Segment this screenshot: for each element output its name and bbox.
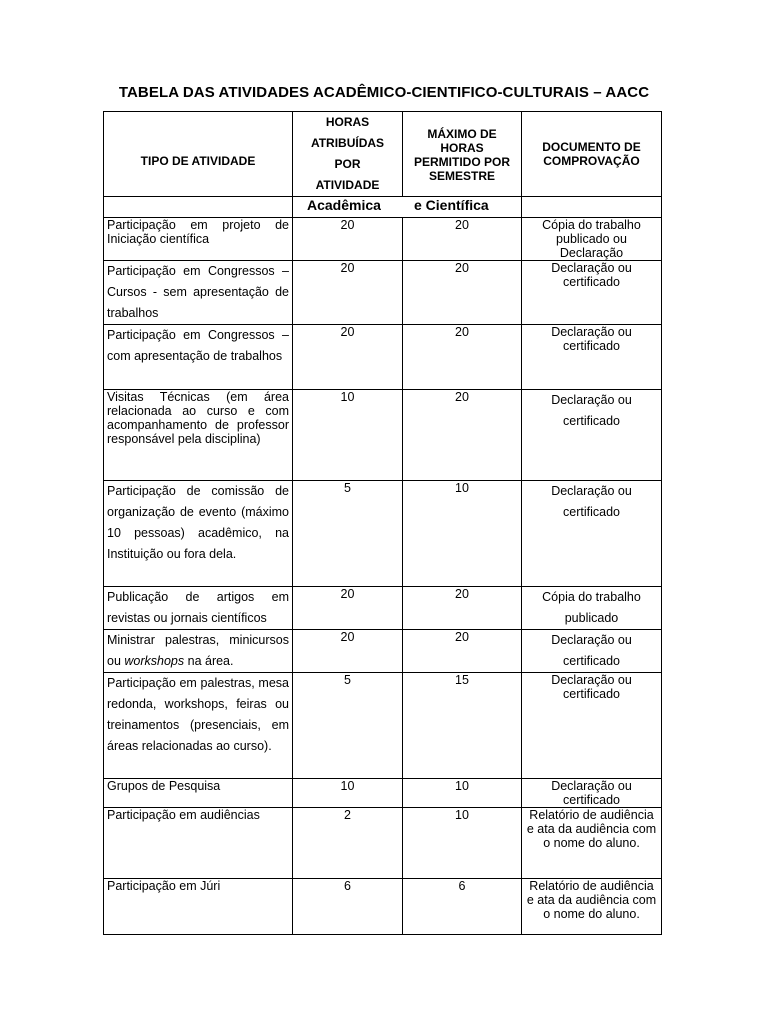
row-tipo: Participação em Júri bbox=[104, 879, 293, 935]
row-documento: Cópia do trabalho publicado ou Declaração bbox=[522, 218, 662, 261]
row-tipo: Participação em Congressos – com apresentação de trabalhos bbox=[104, 325, 293, 390]
row-tipo: Participação de comissão de organização de evento (máximo 10 pessoas) acadêmico, na Instituição ou fora dela. bbox=[104, 481, 293, 587]
row-maximo: 15 bbox=[403, 673, 522, 779]
row-documento: Declaração ou certificado bbox=[522, 390, 662, 481]
row-horas: 20 bbox=[293, 630, 403, 673]
table-row bbox=[104, 808, 662, 879]
header-row bbox=[104, 112, 662, 197]
row-horas: 5 bbox=[293, 481, 403, 587]
row-maximo: 20 bbox=[403, 325, 522, 390]
table-row bbox=[104, 673, 662, 779]
row-tipo: Participação em Congressos – Cursos - sem apresentação de trabalhos bbox=[104, 261, 293, 325]
table-row bbox=[104, 879, 662, 935]
row-horas: 20 bbox=[293, 325, 403, 390]
row-horas: 5 bbox=[293, 673, 403, 779]
row-horas: 6 bbox=[293, 879, 403, 935]
row-documento: Declaração ou certificado bbox=[522, 673, 662, 779]
row-maximo: 20 bbox=[403, 630, 522, 673]
row-tipo: Participação em palestras, mesa redonda, workshops, feiras ou treinamentos (presenciais, em áreas relacionadas ao curso). bbox=[104, 673, 293, 779]
row-documento: Relatório de audiência e ata da audiência com o nome do aluno. bbox=[522, 879, 662, 935]
row-tipo: Participação em audiências bbox=[104, 808, 293, 879]
row-maximo: 20 bbox=[403, 390, 522, 481]
table-row bbox=[104, 630, 662, 673]
section-label-right: e Científica bbox=[414, 197, 489, 213]
header-documento: DOCUMENTO DE COMPROVAÇÃO bbox=[522, 112, 662, 197]
table-row bbox=[104, 390, 662, 481]
row-documento: Cópia do trabalho publicado bbox=[522, 587, 662, 630]
row-horas: 20 bbox=[293, 218, 403, 261]
row-documento: Declaração ou certificado bbox=[522, 261, 662, 325]
row-horas: 20 bbox=[293, 587, 403, 630]
row-tipo: Grupos de Pesquisa bbox=[104, 779, 293, 808]
table-row bbox=[104, 261, 662, 325]
row-tipo: Publicação de artigos em revistas ou jornais científicos bbox=[104, 587, 293, 630]
row-tipo: Visitas Técnicas (em área relacionada ao curso e com acompanhamento de professor responsável pela disciplina) bbox=[104, 390, 293, 481]
section-row bbox=[104, 197, 662, 218]
row-maximo: 20 bbox=[403, 587, 522, 630]
row-documento: Declaração ou certificado bbox=[522, 630, 662, 673]
header-horas: HORAS ATRIBUÍDAS POR ATIVIDADE bbox=[293, 112, 403, 197]
row-tipo: Ministrar palestras, minicursos ou workshops na área. bbox=[104, 630, 293, 673]
row-horas: 10 bbox=[293, 779, 403, 808]
row-maximo: 6 bbox=[403, 879, 522, 935]
row-tipo: Participação em projeto de Iniciação científica bbox=[104, 218, 293, 261]
row-maximo: 20 bbox=[403, 218, 522, 261]
table-row bbox=[104, 325, 662, 390]
row-horas: 2 bbox=[293, 808, 403, 879]
row-maximo: 10 bbox=[403, 481, 522, 587]
header-tipo: TIPO DE ATIVIDADE bbox=[104, 112, 293, 197]
row-horas: 10 bbox=[293, 390, 403, 481]
row-documento: Declaração ou certificado bbox=[522, 481, 662, 587]
table-row bbox=[104, 481, 662, 587]
section-label-left: Acadêmica bbox=[307, 197, 381, 213]
aacc-table bbox=[103, 111, 662, 935]
table-row bbox=[104, 587, 662, 630]
table-row bbox=[104, 218, 662, 261]
row-documento: Declaração ou certificado bbox=[522, 325, 662, 390]
row-maximo: 10 bbox=[403, 779, 522, 808]
row-maximo: 10 bbox=[403, 808, 522, 879]
page-title: TABELA DAS ATIVIDADES ACADÊMICO-CIENTIFICO-CULTURAIS – AACC bbox=[118, 84, 650, 101]
workshops-emphasis: workshops bbox=[124, 654, 185, 668]
header-maximo: MÁXIMO DE HORAS PERMITIDO POR SEMESTRE bbox=[403, 112, 522, 197]
row-maximo: 20 bbox=[403, 261, 522, 325]
row-documento: Relatório de audiência e ata da audiência com o nome do aluno. bbox=[522, 808, 662, 879]
table-row bbox=[104, 779, 662, 808]
row-documento: Declaração ou certificado bbox=[522, 779, 662, 808]
row-horas: 20 bbox=[293, 261, 403, 325]
